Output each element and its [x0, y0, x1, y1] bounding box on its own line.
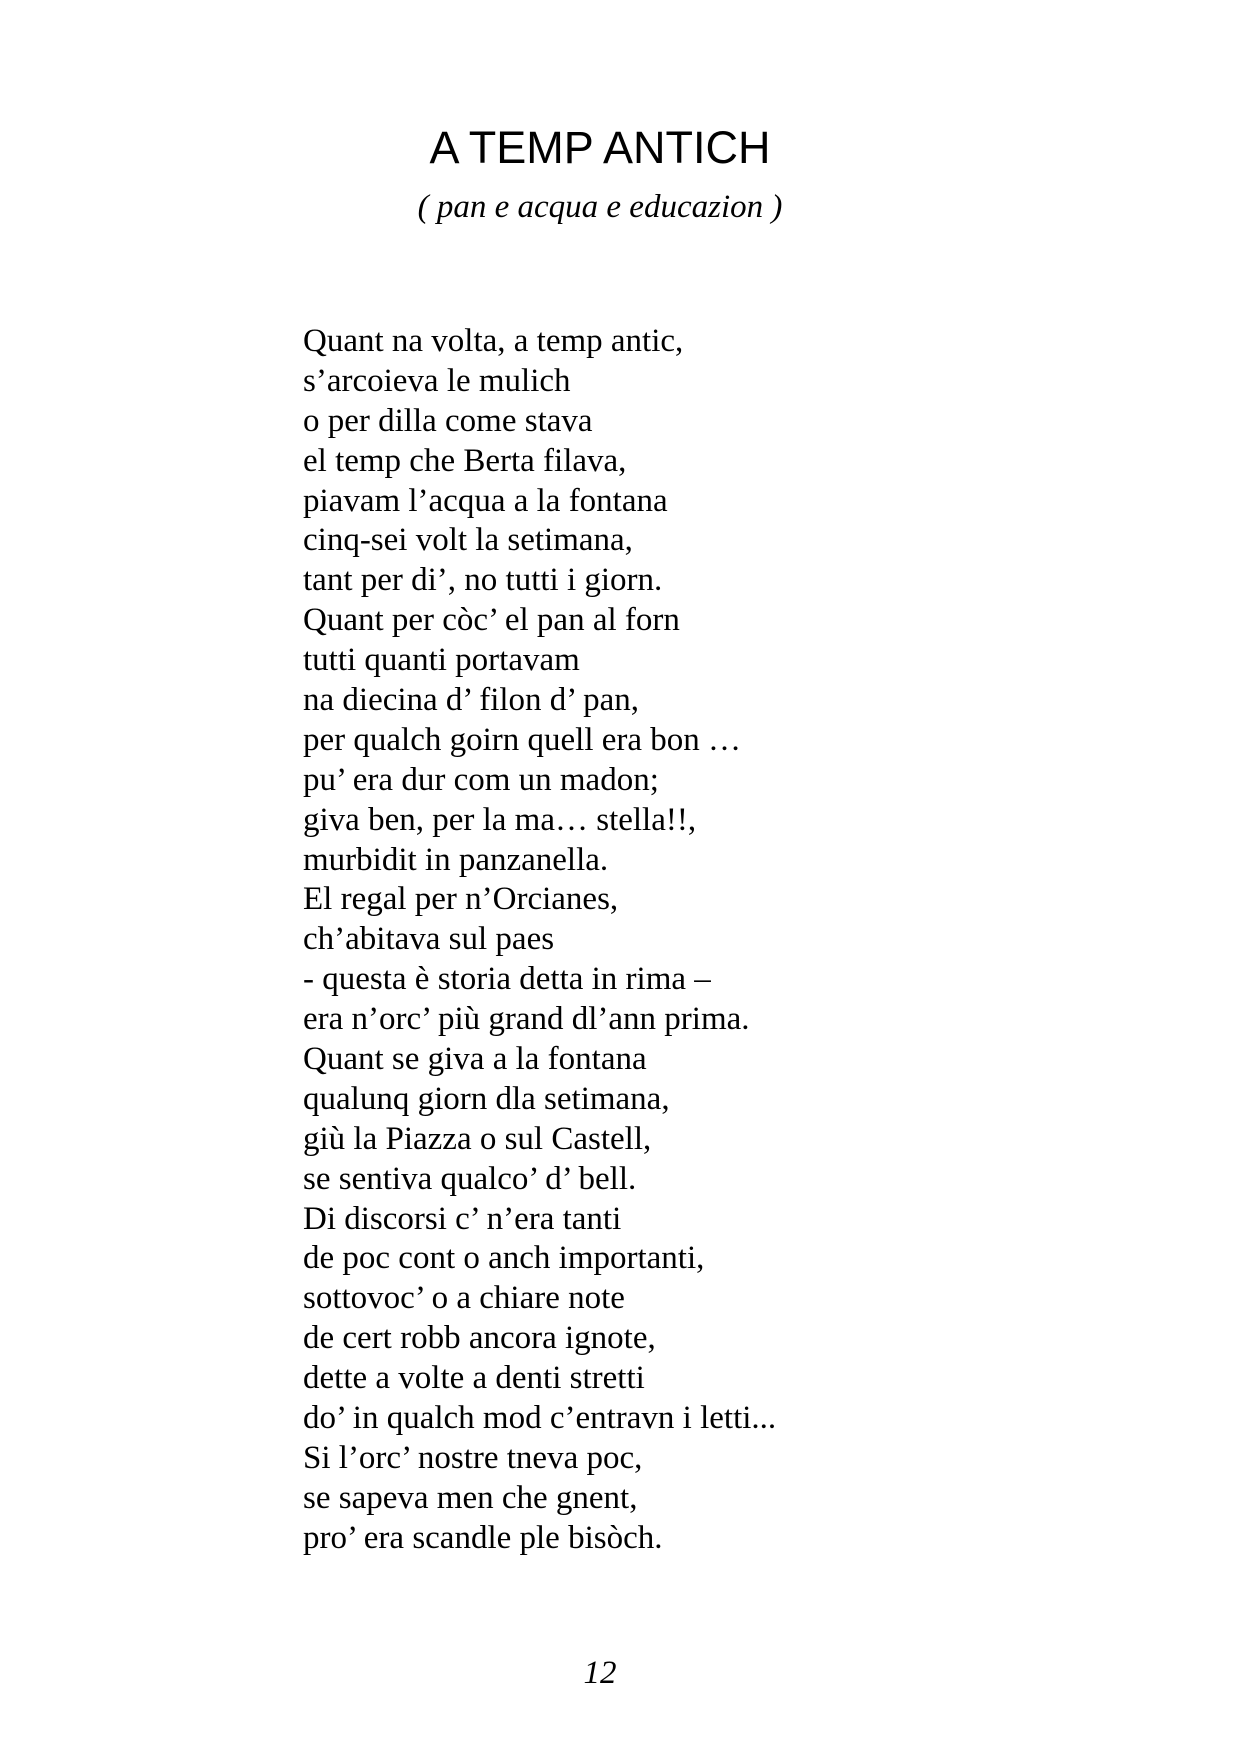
poem-line: pro’ era scandle ple bisòch.	[303, 1519, 663, 1556]
page-subtitle: ( pan e acqua e educazion )	[417, 189, 783, 225]
poem-line: giù la Piazza o sul Castell,	[303, 1120, 652, 1157]
poem-line: Quant na volta, a temp antic,	[303, 323, 684, 359]
poem-line: qualunq giorn dla setimana,	[303, 1080, 670, 1117]
page-number: 12	[583, 1655, 617, 1691]
poem-line: Quant per còc’ el pan al forn	[303, 602, 680, 639]
poem-line: se sapeva men che gnent,	[303, 1479, 638, 1516]
poem-line: el temp che Berta filava,	[303, 442, 627, 479]
poem-line: pu’ era dur com un madon;	[303, 761, 659, 798]
poem-line: sottovoc’ o a chiare note	[303, 1280, 625, 1317]
poem-body	[303, 322, 1203, 1559]
poem-line: dette a volte a denti stretti	[303, 1360, 645, 1397]
poem-line: piavam l’acqua a la fontana	[303, 482, 668, 519]
poem-line: do’ in qualch mod c’entravn i letti...	[303, 1400, 777, 1437]
poem-line: murbidit in panzanella.	[303, 841, 609, 878]
poem-line: giva ben, per la ma… stella!!,	[303, 801, 697, 838]
poem-line: de cert robb ancora ignote,	[303, 1320, 656, 1357]
poem-line: Si l’orc’ nostre tneva poc,	[303, 1439, 643, 1476]
poem-line: El regal per n’Orcianes,	[303, 881, 619, 918]
poem-line: tant per di’, no tutti i giorn.	[303, 562, 663, 599]
poem-line: Quant se giva a la fontana	[303, 1041, 647, 1078]
poem-line: era n’orc’ più grand dl’ann prima.	[303, 1001, 750, 1038]
poem-line: se sentiva qualco’ d’ bell.	[303, 1160, 637, 1197]
poem-line: cinq-sei volt la setimana,	[303, 522, 633, 559]
poem-line: de poc cont o anch importanti,	[303, 1240, 705, 1277]
poem-line: Di discorsi c’ n’era tanti	[303, 1200, 622, 1237]
poem-line: ch’abitava sul paes	[303, 921, 555, 958]
poem-line: tutti quanti portavam	[303, 642, 580, 679]
page-title: A TEMP ANTICH	[429, 122, 771, 173]
poem-line: per qualch goirn quell era bon …	[303, 721, 742, 758]
poem-line: s’arcoieva le mulich	[303, 362, 571, 399]
poem-line: - questa è storia detta in rima –	[303, 961, 711, 998]
poem-line: na diecina d’ filon d’ pan,	[303, 682, 639, 719]
poem-line: o per dilla come stava	[303, 402, 593, 439]
